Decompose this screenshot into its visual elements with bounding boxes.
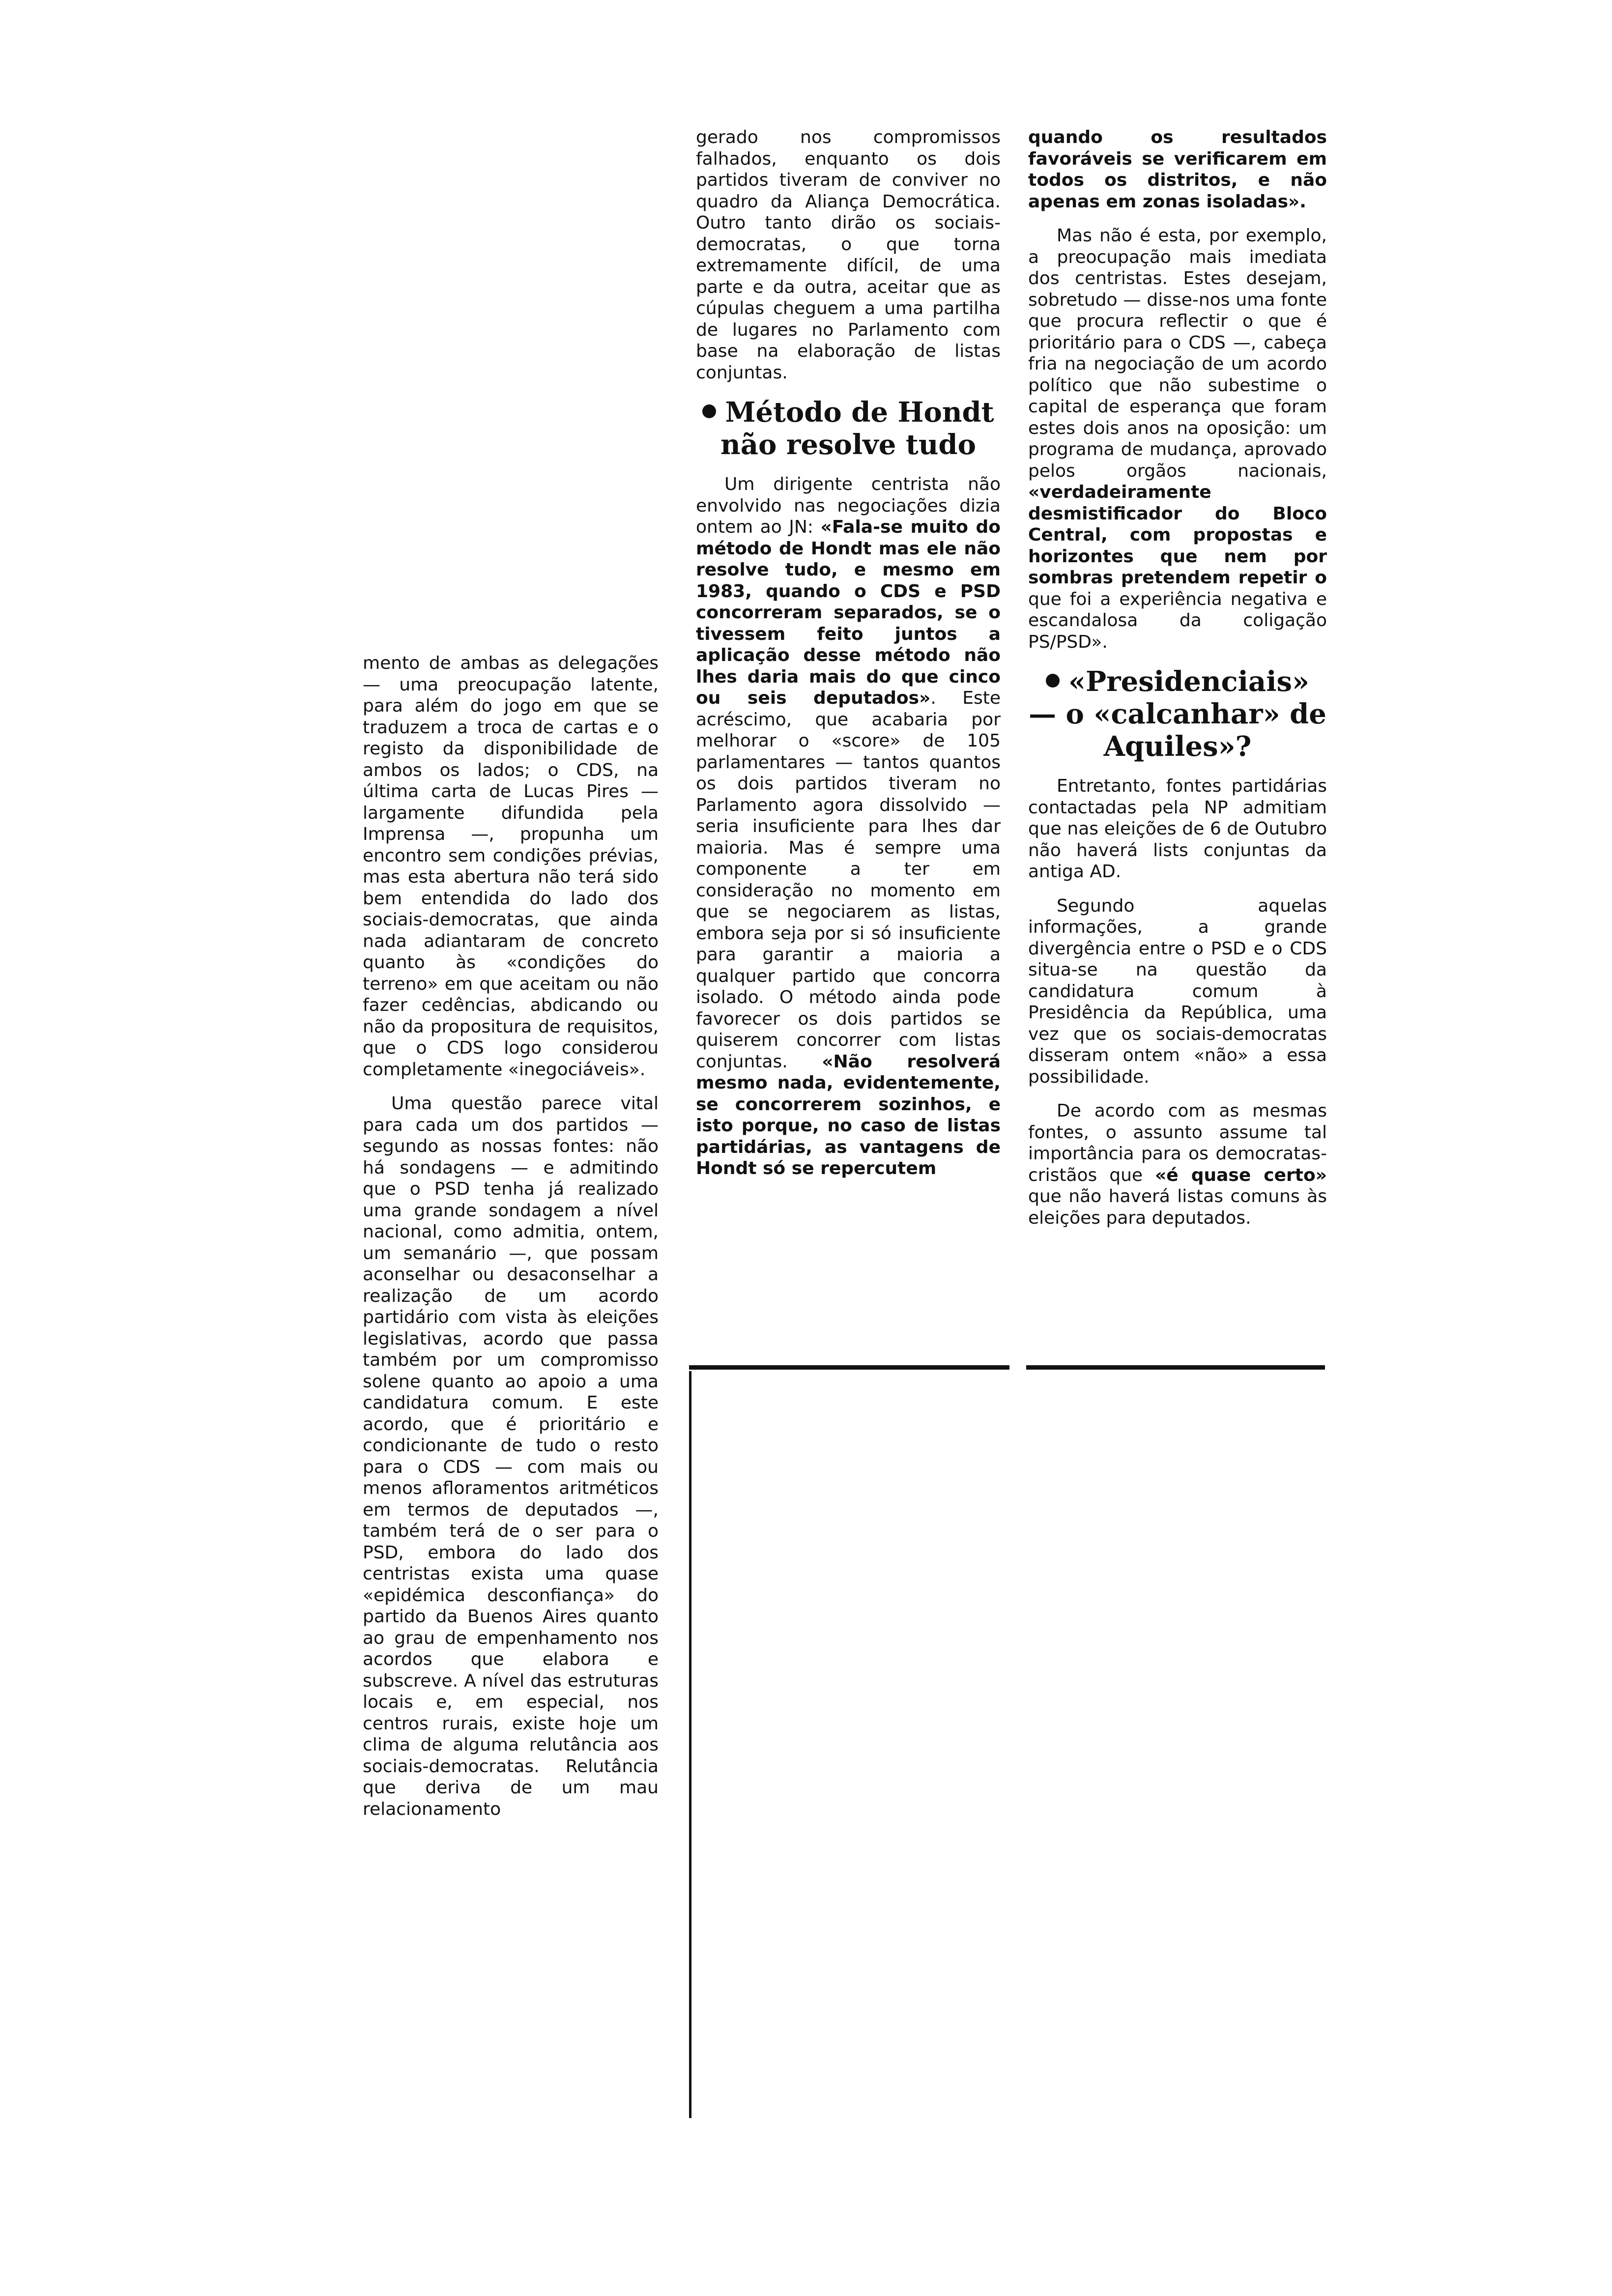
bold-quote: «é quase certo» <box>1155 1165 1327 1185</box>
column-end-rule <box>1026 1365 1325 1370</box>
subheading-presidenciais <box>1028 665 1327 763</box>
article-column-1 <box>363 653 659 1833</box>
bold-quote: «verdadeiramente desmistificador do Bloco Central, com propostas e horizontes que nem por sombras pretendem repetir o <box>1028 482 1327 588</box>
paragraph <box>1028 127 1327 212</box>
paragraph: mento de ambas as delegações — uma preocupação latente, para além do jogo em que se traduzem a troca de cartas e o registo da disponibilidade de ambos os lados; o CDS, na última carta de Lucas Pires — largamente difundida pela Imprensa —, propunha um encontro sem condições prévias, mas esta abertura não terá sido bem entendida do lado dos sociais-democratas, que ainda nada adiantaram de concreto quanto às «condições do terreno» em que aceitam ou não fazer cedências, abdicando ou não da propositura de requisitos, que o CDS logo considerou completamente «inegociáveis». <box>363 653 659 1080</box>
subheading-text: Método de Hondt não resolve tudo <box>720 396 994 461</box>
column-divider <box>689 1371 691 2118</box>
paragraph <box>1028 225 1327 653</box>
column-end-rule <box>689 1365 1009 1370</box>
paragraph <box>696 474 1001 1179</box>
bullet-icon <box>702 404 716 418</box>
bold-quote: «Não resolverá mesmo nada, evidentemente, se concorrerem sozinhos, e isto porque, no caso de listas partidárias, as vantagens de Hondt só se repercutem <box>696 1051 1001 1178</box>
text-run: que foi a experiência negativa e escandalosa da coligação PS/PSD». <box>1028 589 1327 652</box>
text-run: Mas não é esta, por exemplo, a preocupação mais imediata dos centristas. Estes desejam, sobretudo — disse-nos uma fonte que procura reflectir o que é prioritário para o CDS —, cabeça fria na negociação de um acordo político que não subestime o capital de esperança que foram estes dois anos na oposição: um programa de mudança, aprovado pelos orgãos nacionais, <box>1028 226 1327 481</box>
text-run: . Este acréscimo, que acabaria por melhorar o «score» de 105 parlamentares — tantos quantos os dois partidos tiveram no Parlamento agora dissolvido — seria insuficiente para lhes dar maioria. Mas é sempre uma componente a ter em consideração no momento em que se negociarem as listas, embora seja por si só insuficiente para garantir a maioria a qualquer partido que concorra isolado. O método ainda pode favorecer os dois partidos se quiserem concorrer com listas conjuntas. <box>696 688 1001 1072</box>
bold-quote: «Fala-se muito do método de Hondt mas ele não resolve tudo, e mesmo em 1983, quando o CDS e PSD concorreram separados, se o tivessem feito juntos a aplicação desse método não lhes daria mais do que cinco ou seis deputados» <box>696 517 1001 708</box>
text-run: que não haverá listas comuns às eleições para deputados. <box>1028 1186 1327 1228</box>
bullet-icon <box>1046 674 1060 688</box>
text-run: Um dirigente centrista não envolvido nas negociações dizia ontem ao JN: <box>696 474 1001 537</box>
paragraph: gerado nos compromissos falhados, enquanto os dois partidos tiveram de conviver no quadro da Aliança Democrática. Outro tanto dirão os sociais-democratas, o que torna extremamente difícil, de uma parte e da outra, aceitar que as cúpulas cheguem a uma partilha de lugares no Parlamento com base na elaboração de listas conjuntas. <box>696 127 1001 383</box>
paragraph: Segundo aquelas informações, a grande divergência entre o PSD e o CDS situa-se na questão da candidatura comum à Presidência da República, uma vez que os sociais-democratas disseram ontem «não» a essa possibilidade. <box>1028 895 1327 1087</box>
article-column-2 <box>696 127 1001 1192</box>
article-column-3 <box>1028 127 1327 1241</box>
paragraph: Entretanto, fontes partidárias contactadas pela NP admitiam que nas eleições de 6 de Outubro não haverá lists conjuntas da antiga AD. <box>1028 776 1327 882</box>
text-run: De acordo com as mesmas fontes, o assunto assume tal importância para os democratas-cristãos que <box>1028 1101 1327 1185</box>
subheading-metodo-hondt <box>696 396 1001 461</box>
bold-quote: quando os resultados favoráveis se verificarem em todos os distritos, e não apenas em zonas isoladas». <box>1028 127 1327 212</box>
paragraph: Uma questão parece vital para cada um dos partidos — segundo as nossas fontes: não há sondagens — e admitindo que o PSD tenha já realizado uma grande sondagem a nível nacional, como admitia, ontem, um semanário —, que possam aconselhar ou desaconselhar a realização de um acordo partidário com vista às eleições legislativas, acordo que passa também por um compromisso solene quanto ao apoio a uma candidatura comum. E este acordo, que é prioritário e condicionante de tudo o resto para o CDS — com mais ou menos afloramentos aritméticos em termos de deputados —, também terá de o ser para o PSD, embora do lado dos centristas exista uma quase «epidémica desconfiança» do partido da Buenos Aires quanto ao grau de empenhamento nos acordos que elabora e subscreve. A nível das estruturas locais e, em especial, nos centros rurais, existe hoje um clima de alguma relutância aos sociais-democratas. Relutância que deriva de um mau relacionamento <box>363 1093 659 1819</box>
subheading-text: «Presidenciais» — o «calcanhar» de Aquiles»? <box>1029 665 1326 763</box>
paragraph <box>1028 1100 1327 1229</box>
